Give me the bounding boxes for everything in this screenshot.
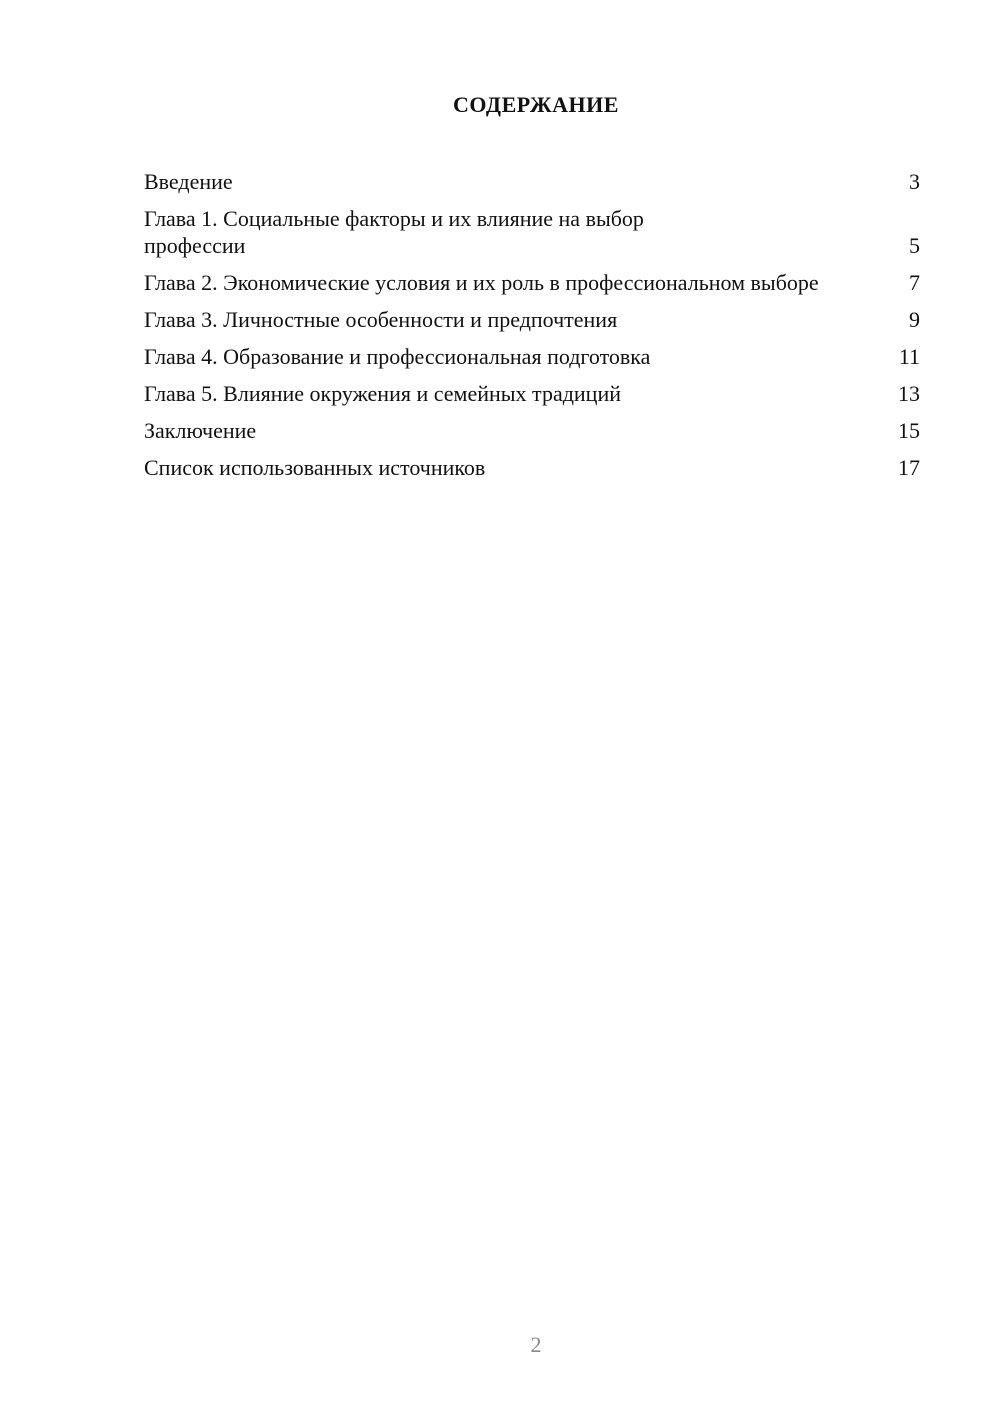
toc-entry-chapter-1 [144,205,920,259]
toc-entry-page: 17 [898,455,920,480]
toc-entry-label: Глава 4. Образование и профессиональная подготовка [144,344,651,369]
toc-entry-page: 9 [909,307,920,332]
toc-entry-page: 13 [898,381,920,406]
toc-entry-label: Введение [144,169,233,194]
toc-entry-conclusion [144,417,920,444]
toc-entry-label: Глава 2. Экономические условия и их роль в профессиональном выборе [144,270,819,295]
toc-entry-label: Глава 3. Личностные особенности и предпочтения [144,307,618,332]
page-title: СОДЕРЖАНИЕ [453,92,619,117]
toc-entry-chapter-5 [144,380,920,407]
toc-entry-label: Список использованных источников [144,455,486,480]
toc-entry-page: 3 [909,169,920,194]
toc-entry-chapter-3 [144,306,920,333]
toc-entry-page: 7 [909,270,920,295]
toc-entry-introduction [144,168,920,195]
toc-entry-label: Глава 1. Социальные факторы и их влияние на выбор профессии [144,206,644,258]
toc-entry-label: Заключение [144,418,257,443]
toc-entry-page: 5 [909,233,920,258]
toc-entry-chapter-4 [144,343,920,370]
toc-entry-page: 11 [898,344,920,369]
toc-entry-chapter-2 [144,269,920,296]
page-number: 2 [530,1332,542,1357]
toc-entry-references [144,454,920,481]
toc-entry-page: 15 [898,418,920,443]
table-of-contents [144,168,920,491]
toc-entry-label: Глава 5. Влияние окружения и семейных традиций [144,381,621,406]
